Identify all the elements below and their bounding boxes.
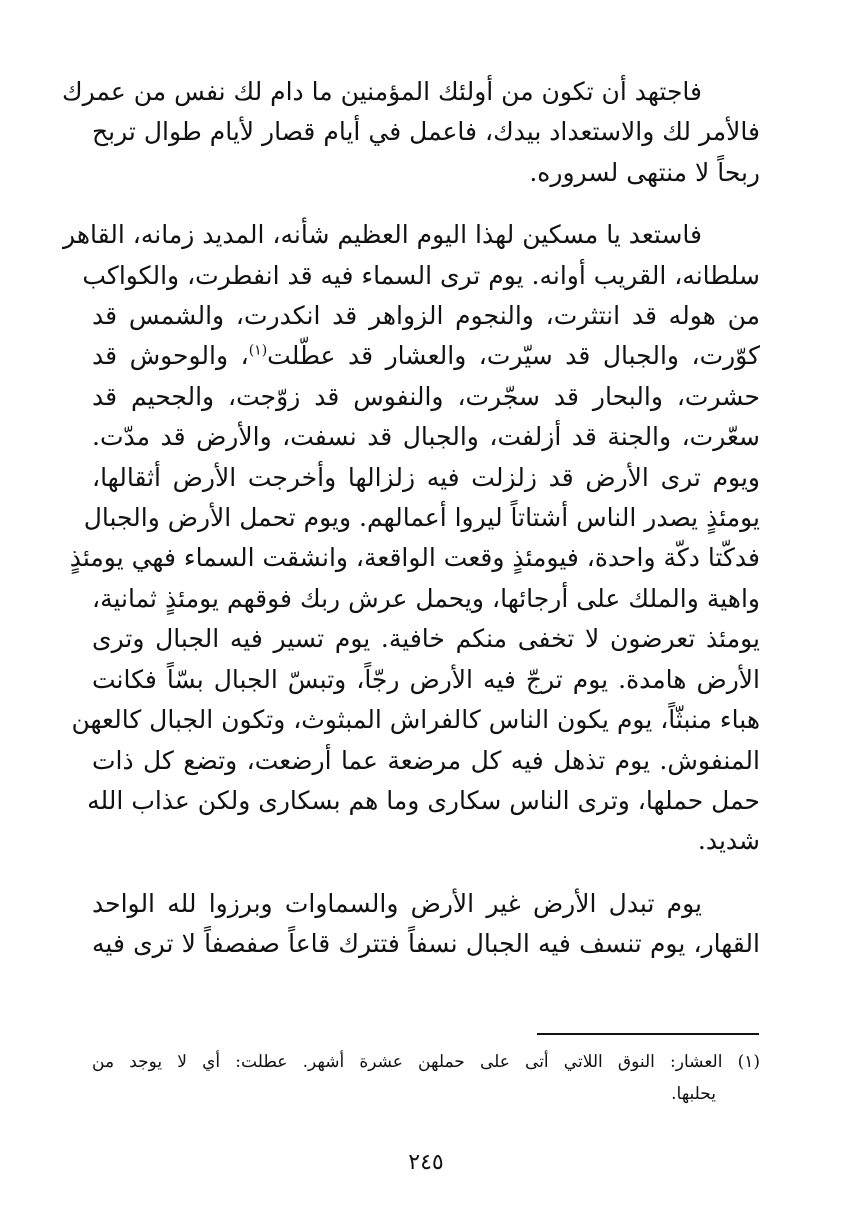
text-line: الأرض هامدة. يوم ترجّ فيه الأرض رجّاً، وتبسّ الجبال بسّاً فكانت <box>92 664 760 694</box>
text-line: يوم تبدل الأرض غير الأرض والسماوات وبرزوا لله الواحد <box>92 888 702 918</box>
text-line: المنفوش. يوم تذهل فيه كل مرضعة عما أرضعت، وتضع كل ذات <box>92 745 760 775</box>
text-line: ربحاً لا منتهى لسروره. <box>529 157 760 187</box>
page-body <box>61 72 761 965</box>
footnote <box>92 1046 760 1110</box>
paragraph-1 <box>61 72 760 193</box>
text-line: ويوم ترى الأرض قد زلزلت فيه زلزالها وأخرجت الأرض أثقالها، <box>92 462 760 492</box>
text-line: يومئذٍ يصدر الناس أشتاتاً ليروا أعمالهم. ويوم تحمل الأرض والجبال <box>83 503 760 533</box>
text-line: يومئذ تعرضون لا تخفى منكم خافية. يوم تسير فيه الجبال وترى <box>92 624 760 654</box>
footnote-marker: (١) <box>248 343 268 360</box>
text-fragment: ، والوحوش قد <box>92 341 249 371</box>
footnote-line: يحلبها. <box>671 1084 716 1104</box>
text-line-with-footnote <box>92 336 760 376</box>
footnote-separator <box>537 1033 759 1035</box>
footnote-line: (١) العشار: النوق اللاتي أتى على حملهن عشرة أشهر. عطلت: أي لا يوجد من <box>92 1052 760 1072</box>
text-line: فدكّتا دكّة واحدة، فيومئذٍ وقعت الواقعة، وانشقت السماء فهي يومئذٍ <box>69 543 760 573</box>
paragraph-3 <box>92 884 760 965</box>
text-line: شديد. <box>697 826 760 856</box>
text-line: فالأمر لك والاستعداد بيدك، فاعمل في أيام قصار لأيام طوال تربح <box>92 117 760 147</box>
text-line: هباء منبثّاً، يوم يكون الناس كالفراش المبثوث، وتكون الجبال كالعهن <box>71 705 760 735</box>
text-line: واهية والملك على أرجائها، ويحمل عرش ربك فوقهم يومئذٍ ثمانية، <box>92 583 760 613</box>
text-line: حشرت، والبحار قد سجّرت، والنفوس قد زوّجت، والجحيم قد <box>92 381 760 411</box>
paragraph-2 <box>63 215 761 862</box>
text-line: فاجتهد أن تكون من أولئك المؤمنين ما دام لك نفس من عمرك <box>61 77 702 106</box>
text-line: سعّرت، والجنة قد أزلفت، والجبال قد نسفت، والأرض قد مدّت. <box>92 422 760 452</box>
text-line: من هوله قد انتثرت، والنجوم الزواهر قد انكدرت، والشمس قد <box>92 301 760 331</box>
text-line: حمل حملها، وترى الناس سكارى وما هم بسكارى ولكن عذاب الله <box>87 785 760 815</box>
text-fragment: كوّرت، والجبال قد سيّرت، والعشار قد عطّلت <box>267 341 761 371</box>
page-number: ٢٤٥ <box>408 1150 444 1175</box>
text-line: سلطانه، القريب أوانه. يوم ترى السماء فيه قد انفطرت، والكواكب <box>82 260 760 290</box>
text-line: فاستعد يا مسكين لهذا اليوم العظيم شأنه، المديد زمانه، القاهر <box>63 220 702 250</box>
text-line: القهار، يوم تنسف فيه الجبال نسفاً فتترك قاعاً صفصفاً لا ترى فيه <box>92 929 760 959</box>
